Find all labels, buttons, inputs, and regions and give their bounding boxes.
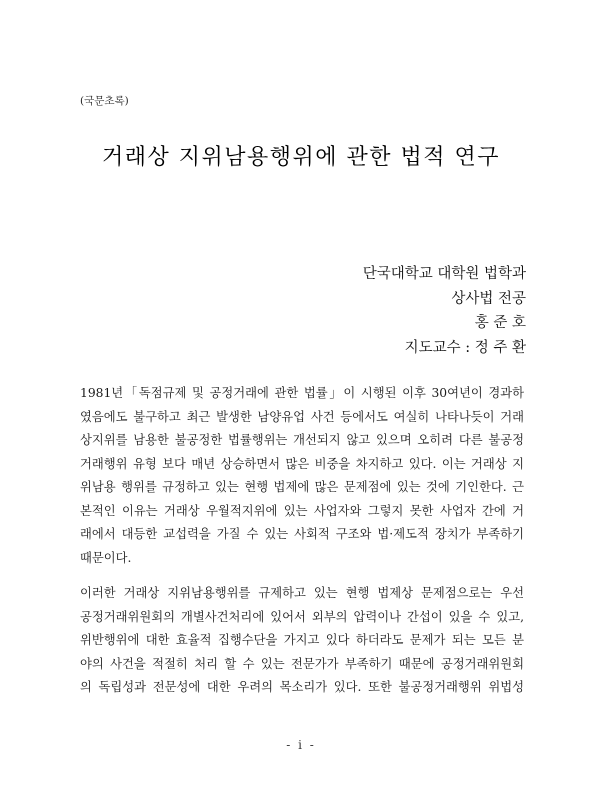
paragraph-line: 였음에도 불구하고 최근 발생한 남양유업 사건 등에서도 여실히 나타나듯이 거래 xyxy=(80,409,524,424)
paragraph-line: 공정거래위원회의 개별사건처리에 있어서 외부의 압력이나 간섭이 있을 수 있고, xyxy=(80,609,524,624)
author-block xyxy=(226,262,526,360)
paragraph-2 xyxy=(80,582,524,700)
paragraph-line: 위남용 행위를 규정하고 있는 현행 법제에 많은 문제점에 있는 것에 기인한다. 근 xyxy=(80,480,524,494)
abstract-body xyxy=(80,382,524,700)
paragraph-gap xyxy=(80,570,524,582)
paragraph-line: 위반행위에 대한 효율적 집행수단을 가지고 있다 하더라도 문제가 되는 모든 분 xyxy=(80,633,524,647)
page-number: - i - xyxy=(286,738,316,752)
abstract-label: (국문초록) xyxy=(80,95,129,107)
paragraph-line: 상지위를 남용한 불공정한 법률행위는 개선되지 않고 있으며 오히려 다른 불공정 xyxy=(80,433,524,447)
paragraph-line: 래에서 대등한 교섭력을 가질 수 있는 사회적 구조와 법·제도적 장치가 부족하기 xyxy=(80,527,524,541)
paragraph-line: 야의 사건을 적절히 처리 할 수 있는 전문가가 부족하기 때문에 공정거래위원회 xyxy=(80,656,524,671)
paragraph-line: 이러한 거래상 지위남용행위를 규제하고 있는 현행 법제상 문제점으로는 우선 xyxy=(80,586,524,600)
author-affiliation: 단국대학교 대학원 법학과 xyxy=(362,266,526,282)
paragraph-1 xyxy=(80,382,524,570)
author-major: 상사법 전공 xyxy=(451,290,526,307)
author-name: 홍 준 호 xyxy=(474,315,526,331)
paragraph-line: 의 독립성과 전문성에 대한 우려의 목소리가 있다. 또한 불공정거래행위 위법성 xyxy=(80,680,524,694)
paragraph-line: 1981년「독점규제 및 공정거래에 관한 법률」이 시행된 이후 30여년이 경과하 xyxy=(80,386,524,400)
author-advisor: 지도교수 : 정 주 환 xyxy=(404,339,526,356)
page-title: 거래상 지위남용행위에 관한 법적 연구 xyxy=(101,145,500,170)
paragraph-line: 때문이다. xyxy=(80,550,132,565)
paragraph-line: 거래행위 유형 보다 매년 상승하면서 많은 비중을 차지하고 있다. 이는 거래상 지 xyxy=(80,456,524,471)
paragraph-line: 본적인 이유는 거래상 우월적지위에 있는 사업자와 그렇지 못한 사업자 간에 거 xyxy=(80,503,524,518)
